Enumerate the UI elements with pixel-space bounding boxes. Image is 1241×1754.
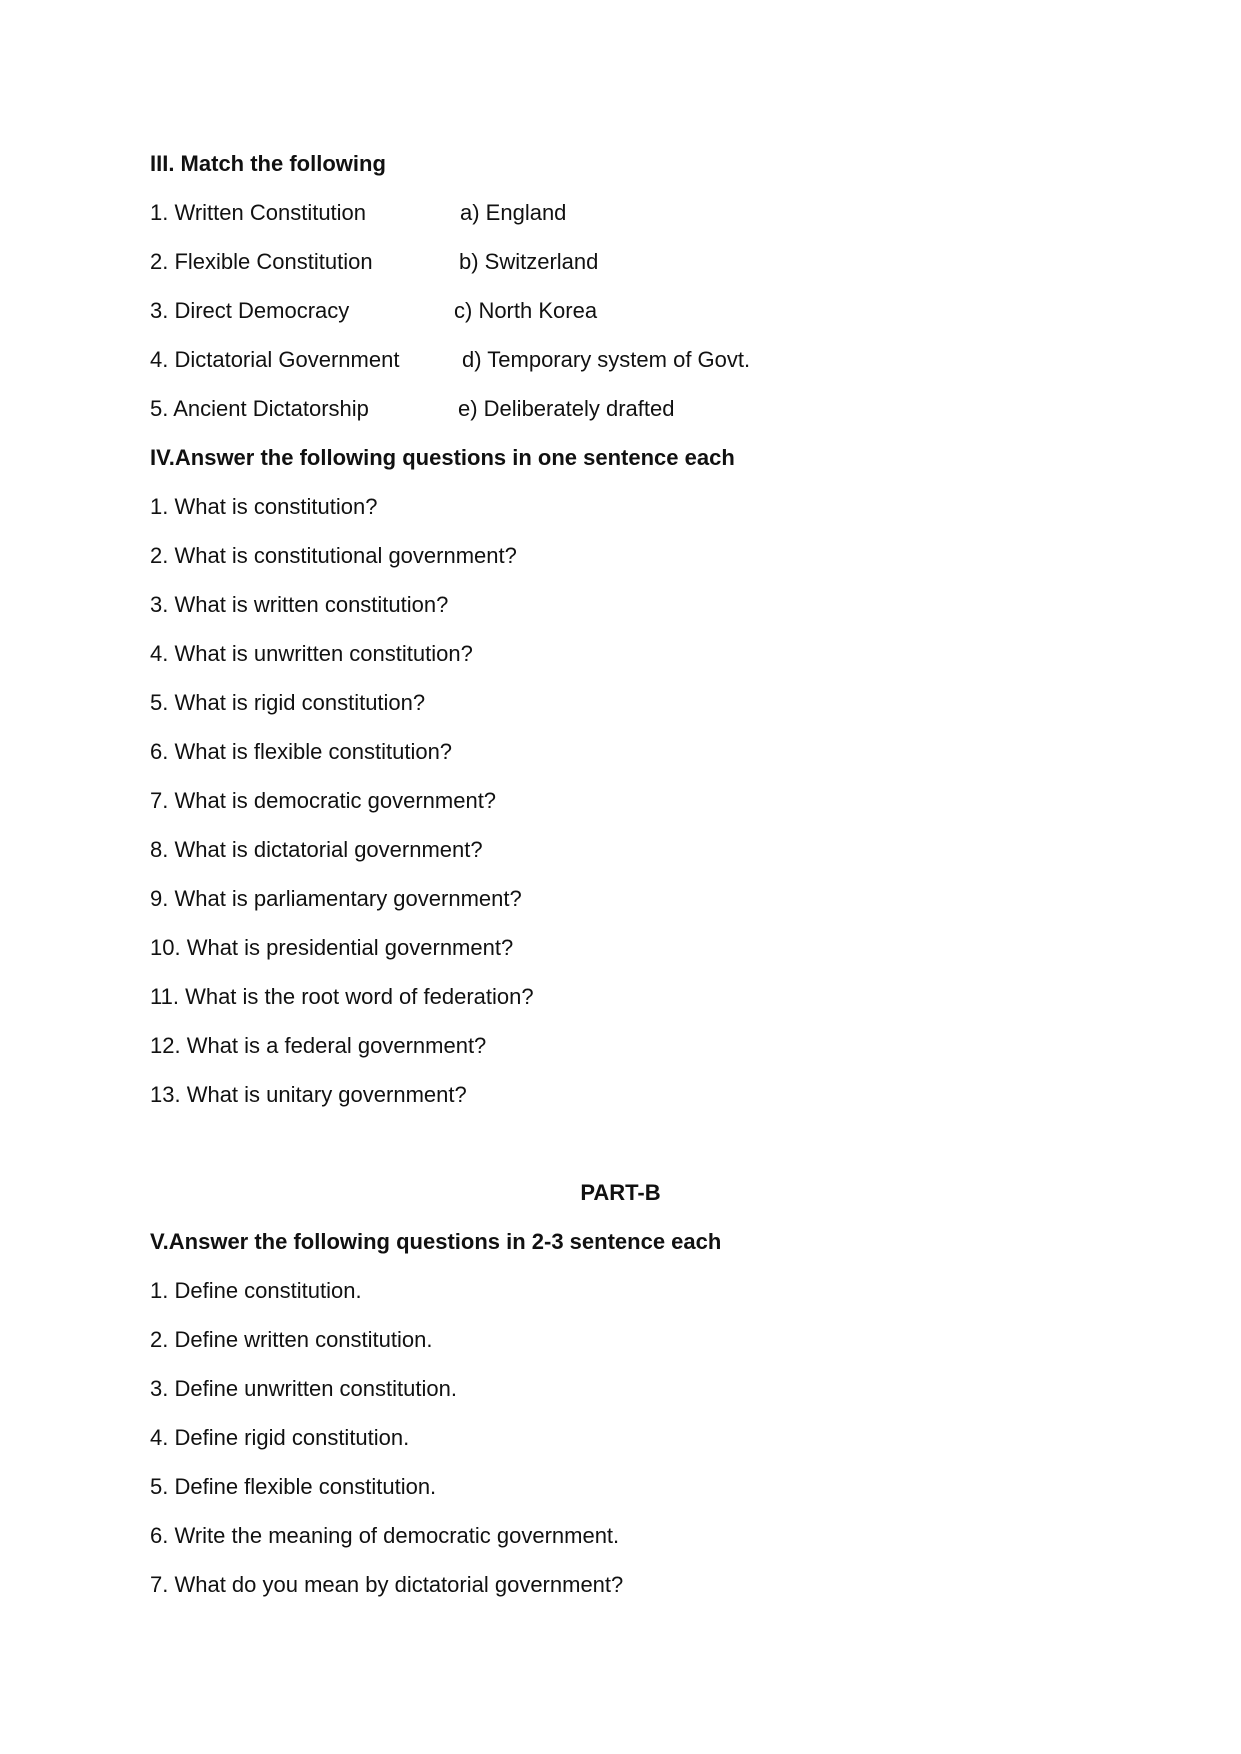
question-item: 4. What is unwritten constitution? bbox=[150, 641, 473, 666]
question-item: 1. Define constitution. bbox=[150, 1278, 362, 1303]
question-item: 10. What is presidential government? bbox=[150, 935, 514, 960]
question-item: 6. Write the meaning of democratic government. bbox=[150, 1523, 620, 1548]
question-item: 5. What is rigid constitution? bbox=[150, 690, 426, 715]
question-item: 7. What do you mean by dictatorial government? bbox=[150, 1572, 624, 1597]
question-item: 2. What is constitutional government? bbox=[150, 543, 517, 568]
question-item: 9. What is parliamentary government? bbox=[150, 886, 522, 911]
match-left-item: 1. Written Constitution bbox=[150, 200, 367, 225]
section-v-heading: V.Answer the following questions in 2-3 sentence each bbox=[150, 1229, 722, 1254]
part-b-title: PART-B bbox=[580, 1180, 661, 1205]
match-right-item: c) North Korea bbox=[454, 298, 598, 323]
question-item: 7. What is democratic government? bbox=[150, 788, 497, 813]
question-item: 5. Define flexible constitution. bbox=[150, 1474, 437, 1499]
question-item: 3. Define unwritten constitution. bbox=[150, 1376, 457, 1401]
question-item: 1. What is constitution? bbox=[150, 494, 378, 519]
question-item: 13. What is unitary government? bbox=[150, 1082, 467, 1107]
match-left-item: 3. Direct Democracy bbox=[150, 298, 350, 323]
section-iii-heading: III. Match the following bbox=[150, 151, 386, 176]
match-left-item: 4. Dictatorial Government bbox=[150, 347, 400, 372]
question-item: 11. What is the root word of federation? bbox=[150, 984, 534, 1009]
match-left-item: 5. Ancient Dictatorship bbox=[150, 396, 369, 421]
question-item: 6. What is flexible constitution? bbox=[150, 739, 453, 764]
question-item: 8. What is dictatorial government? bbox=[150, 837, 483, 862]
match-right-item: e) Deliberately drafted bbox=[458, 396, 675, 421]
match-left-item: 2. Flexible Constitution bbox=[150, 249, 373, 274]
section-iv-heading: IV.Answer the following questions in one sentence each bbox=[150, 445, 735, 470]
question-item: 2. Define written constitution. bbox=[150, 1327, 433, 1352]
question-item: 3. What is written constitution? bbox=[150, 592, 449, 617]
question-item: 4. Define rigid constitution. bbox=[150, 1425, 410, 1450]
question-item: 12. What is a federal government? bbox=[150, 1033, 487, 1058]
match-right-item: a) England bbox=[460, 200, 567, 225]
match-right-item: d) Temporary system of Govt. bbox=[462, 347, 751, 372]
match-right-item: b) Switzerland bbox=[459, 249, 599, 274]
